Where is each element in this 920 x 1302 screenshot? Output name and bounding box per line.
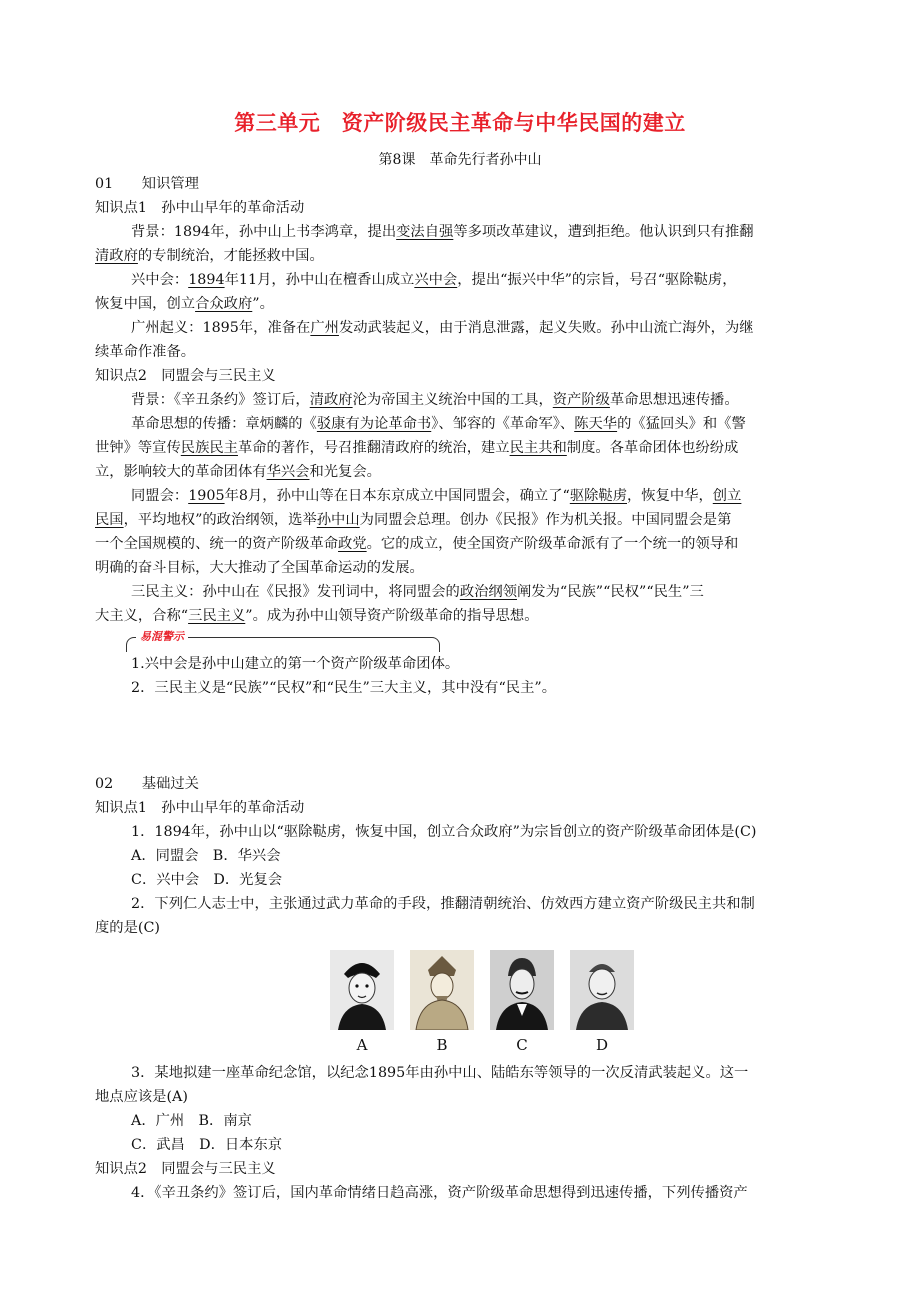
portrait-photo-d bbox=[570, 950, 634, 1030]
question-3-options: A．广州 B．南京 bbox=[131, 1113, 252, 1129]
paragraph-line: 清政府的专制统治，才能拯救中国。 bbox=[95, 248, 324, 264]
underlined-term: 清政府 bbox=[309, 392, 353, 408]
paragraph-line: 同盟会：1905年8月，孙中山等在日本东京成立中国同盟会，确立了“驱除鞑虏，恢复中华，创立 bbox=[131, 488, 742, 504]
paragraph-line: 一个全国规模的、统一的资产阶级革命政党。它的成立，使全国资产阶级革命派有了一个统一的领导和 bbox=[95, 536, 739, 552]
question-1-options: A．同盟会 B．华兴会 bbox=[131, 848, 281, 864]
underlined-term: 华兴会 bbox=[266, 464, 310, 480]
section-heading-knowledge: 01 知识管理 bbox=[95, 176, 199, 192]
underlined-term: 合众政府 bbox=[195, 296, 253, 312]
knowledge-point-2-heading: 知识点2 同盟会与三民主义 bbox=[95, 1161, 276, 1177]
underlined-term: 1905 bbox=[188, 488, 225, 504]
paragraph-line: 三民主义：孙中山在《民报》发刊词中，将同盟会的政治纲领阐发为“民族”“民权”“民生”三 bbox=[131, 584, 704, 600]
paragraph-line: 续革命作准备。 bbox=[95, 344, 196, 360]
section-heading-basics: 02 基础过关 bbox=[95, 776, 199, 792]
underlined-term: 创立 bbox=[712, 488, 742, 504]
paragraph-line: 世钟》等宣传民族民主革命的著作，号召推翻清政府的统治，建立民主共和制度。各革命团体也纷纷成 bbox=[95, 440, 739, 456]
paragraph-line: 兴中会：1894年11月，孙中山在檀香山成立兴中会，提出“振兴中华”的宗旨，号召“驱除鞑虏， bbox=[131, 272, 737, 288]
paragraph-line: 革命思想的传播：章炳麟的《驳康有为论革命书》、邹容的《革命军》、陈天华的《猛回头》和《警 bbox=[131, 416, 746, 432]
photo-label: B bbox=[436, 1036, 448, 1054]
underlined-term: 驳康有为论革命书 bbox=[316, 416, 432, 432]
knowledge-point-1-heading: 知识点1 孙中山早年的革命活动 bbox=[95, 800, 305, 816]
underlined-term: 孙中山 bbox=[316, 512, 360, 528]
photo-label: D bbox=[595, 1036, 609, 1054]
knowledge-point-2-heading: 知识点2 同盟会与三民主义 bbox=[95, 368, 276, 384]
paragraph-line: 背景：《辛丑条约》签订后，清政府沦为帝国主义统治中国的工具，资产阶级革命思想迅速传播。 bbox=[131, 392, 739, 408]
underlined-term: 1894 bbox=[188, 272, 225, 288]
paragraph-line: 立，影响较大的革命团体有华兴会和光复会。 bbox=[95, 464, 381, 480]
paragraph-line: 民国，平均地权”的政治纲领，选举孙中山为同盟会总理。创办《民报》作为机关报。中国同盟会是第 bbox=[95, 512, 732, 528]
underlined-term: 民族民主 bbox=[180, 440, 238, 456]
paragraph-line: 恢复中国，创立合众政府”。 bbox=[95, 296, 274, 312]
portrait-photo-c bbox=[490, 950, 554, 1030]
lesson-title: 第8课 革命先行者孙中山 bbox=[378, 152, 542, 168]
photo-label: C bbox=[516, 1036, 528, 1054]
question-3: 3．某地拟建一座革命纪念馆，以纪念1895年由孙中山、陆皓东等领导的一次反清武装起义。这一 bbox=[131, 1065, 749, 1081]
underlined-term: 变法自强 bbox=[396, 224, 454, 240]
warning-label: 易混警示 bbox=[136, 628, 188, 644]
portrait-photo-a bbox=[330, 950, 394, 1030]
warning-item: 1.兴中会是孙中山建立的第一个资产阶级革命团体。 bbox=[131, 656, 460, 672]
underlined-term: 陈天华 bbox=[574, 416, 618, 432]
paragraph-line: 大主义，合称“三民主义”。成为孙中山领导资产阶级革命的指导思想。 bbox=[95, 608, 539, 624]
unit-title: 第三单元 资产阶级民主革命与中华民国的建立 bbox=[234, 110, 686, 135]
underlined-term: 兴中会 bbox=[414, 272, 458, 288]
underlined-term: 三民主义 bbox=[188, 608, 246, 624]
portrait-photo-b bbox=[410, 950, 474, 1030]
warning-item: 2．三民主义是“民族”“民权”和“民生”三大主义，其中没有“民主”。 bbox=[131, 680, 556, 696]
question-3-options: C．武昌 D．日本东京 bbox=[131, 1137, 283, 1153]
question-4: 4．《辛丑条约》签订后，国内革命情绪日趋高涨，资产阶级革命思想得到迅速传播，下列传播资产 bbox=[131, 1185, 748, 1201]
portrait-photos bbox=[330, 950, 635, 1058]
underlined-term: 资产阶级 bbox=[552, 392, 610, 408]
underlined-term: 民主共和 bbox=[509, 440, 567, 456]
underlined-term: 广州 bbox=[310, 320, 339, 336]
question-1: 1．1894年，孙中山以“驱除鞑虏，恢复中国，创立合众政府”为宗旨创立的资产阶级革命团体是(C) bbox=[131, 824, 757, 840]
paragraph-line: 明确的奋斗目标，大大推动了全国革命运动的发展。 bbox=[95, 560, 424, 576]
underlined-term: 清政府 bbox=[95, 248, 138, 264]
question-2: 度的是(C) bbox=[95, 920, 160, 936]
underlined-term: 政党 bbox=[338, 536, 367, 552]
photo-label: A bbox=[356, 1036, 368, 1054]
paragraph-line: 广州起义：1895年，准备在广州发动武装起义，由于消息泄露，起义失败。孙中山流亡海外，为继 bbox=[131, 320, 754, 336]
underlined-term: 驱除鞑虏 bbox=[569, 488, 627, 504]
question-2: 2．下列仁人志士中，主张通过武力革命的手段，推翻清朝统治、仿效西方建立资产阶级民主共和制 bbox=[131, 896, 755, 912]
knowledge-point-1-heading: 知识点1 孙中山早年的革命活动 bbox=[95, 200, 305, 216]
underlined-term: 政治纲领 bbox=[459, 584, 518, 600]
question-3: 地点应该是(A) bbox=[95, 1089, 188, 1105]
underlined-term: 民国 bbox=[95, 512, 124, 528]
paragraph-line: 背景：1894年，孙中山上书李鸿章，提出变法自强等多项改革建议，遭到拒绝。他认识到只有推翻 bbox=[131, 224, 754, 240]
question-1-options: C．兴中会 D．光复会 bbox=[131, 872, 283, 888]
